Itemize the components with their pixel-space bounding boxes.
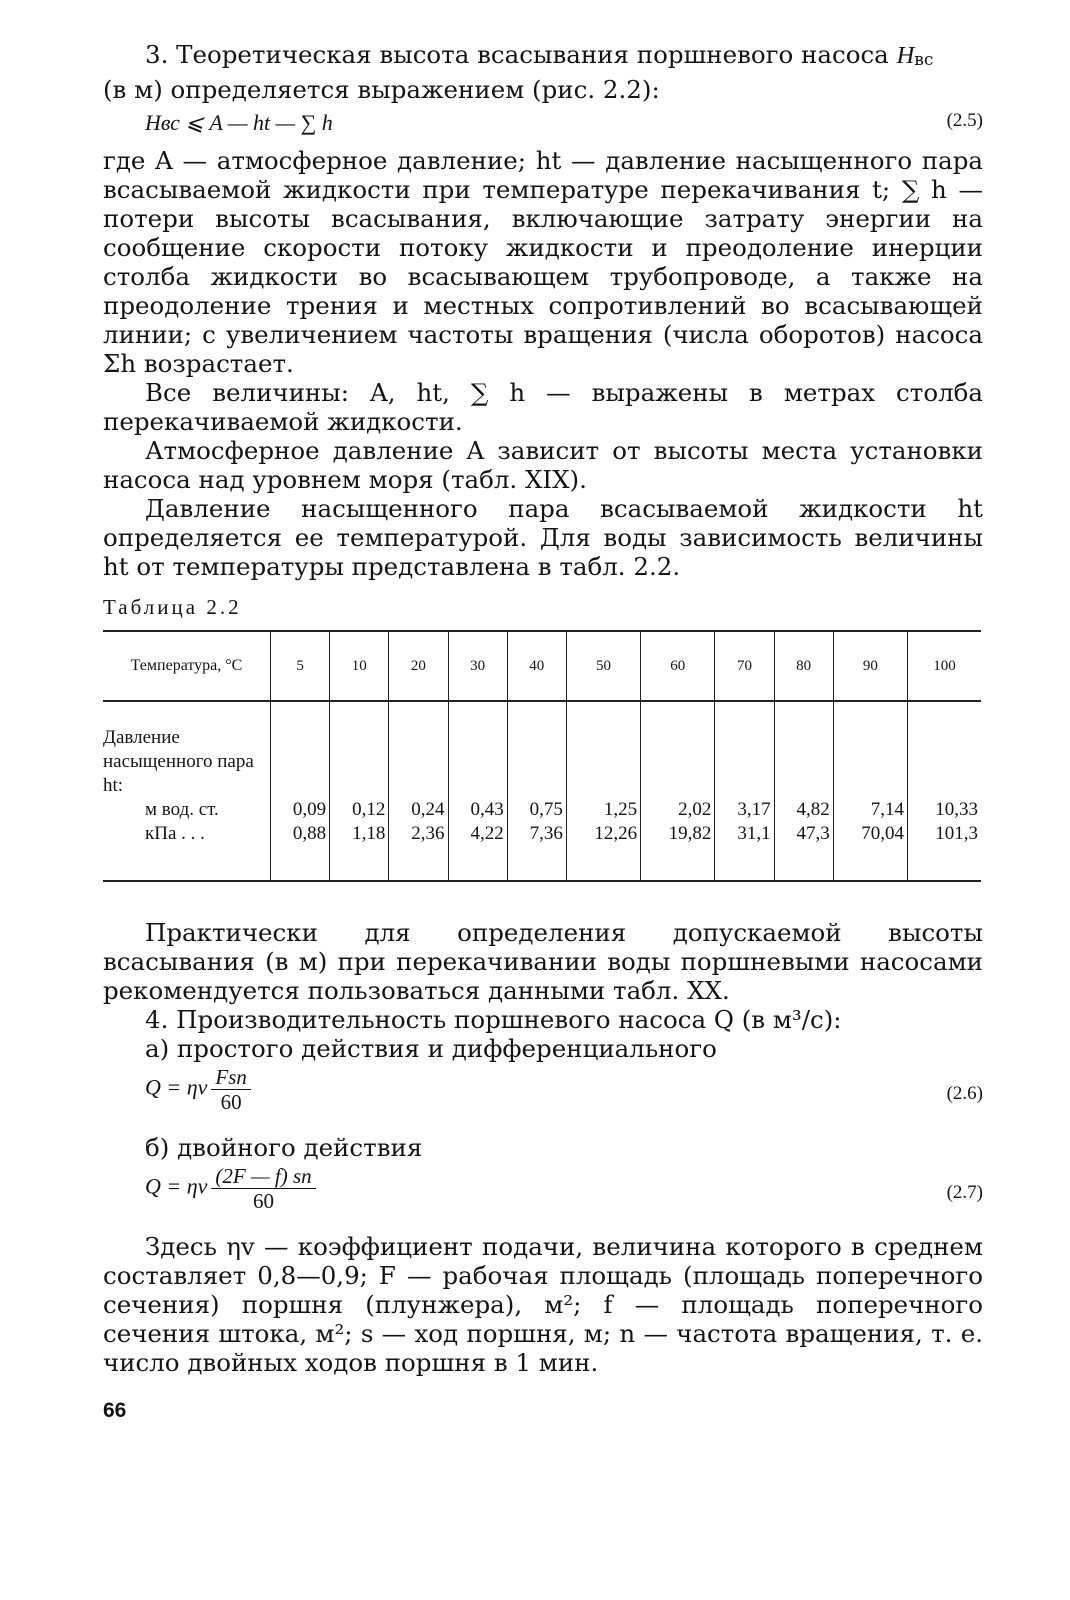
equation-2-5 — [103, 104, 983, 146]
header-temp: 80 — [774, 631, 833, 701]
vapor-pressure-table — [103, 630, 981, 882]
table-cell: 10,33 101,3 — [908, 701, 982, 881]
paragraph-practical: Практически для определения допускаемой высоты всасывания (в м) при перекачивании воды поршневыми насосами рекомендуется пользоваться данными табл. XX. — [103, 918, 983, 1005]
table-cell: 0,75 7,36 — [507, 701, 566, 881]
header-temp: 60 — [641, 631, 715, 701]
equation-2-7-number: (2.7) — [946, 1182, 983, 1203]
equation-2-7-fraction — [211, 1164, 315, 1213]
equation-2-7-denominator: 60 — [253, 1189, 275, 1213]
equation-2-6-number: (2.6) — [946, 1083, 983, 1104]
equation-2-6-lhs: Q = ηv — [145, 1074, 208, 1100]
paragraph-here: Здесь ηv — коэффициент подачи, величина которого в среднем составляет 0,8—0,9; F — рабочая площадь (площадь поперечного сечения) поршня (плунжера), м²; f — площадь поперечного сечения штока, м²; s — ход поршня, м; n — частота вращения, т. е. число двойных ходов поршня в 1 мин. — [103, 1232, 983, 1377]
paragraph-units: Все величины: A, ht, ∑ h — выражены в метрах столба перекачиваемой жидкости. — [103, 378, 983, 436]
page-number: 66 — [103, 1399, 127, 1422]
header-temp: 10 — [330, 631, 389, 701]
row-label-unit-kpa: кПа . . . — [145, 823, 205, 844]
item-b: б) двойного действия — [145, 1133, 423, 1162]
paragraph-where: где A — атмосферное давление; ht — давление насыщенного пара всасываемой жидкости при температуре перекачивания t; ∑ h — потери высоты всасывания, включающие затрату энергии на сообщение скорости потоку жидкости и преодоление инерции столба жидкости во всасывающем трубопроводе, а также на преодоление трения и местных сопротивлений во всасывающей линии; с увеличением частоты вращения (числа оборотов) насоса Σh возрастает. — [103, 146, 983, 378]
row-label — [103, 701, 271, 881]
equation-2-7 — [103, 1162, 983, 1232]
header-temp: 50 — [566, 631, 640, 701]
table-caption: Таблица 2.2 — [103, 595, 242, 619]
h-var: H — [896, 42, 915, 69]
header-temp: 5 — [271, 631, 330, 701]
section-3-text: 3. Теоретическая высота всасывания поршневого насоса — [145, 40, 889, 69]
table-cell: 2,02 19,82 — [641, 701, 715, 881]
table-cell: 3,17 31,1 — [715, 701, 774, 881]
equation-2-6 — [103, 1063, 983, 1133]
row-label-unit-m: м вод. ст. — [145, 799, 219, 820]
header-temperature-label: Температура, °C — [130, 657, 243, 674]
table-cell: 0,12 1,18 — [330, 701, 389, 881]
header-temp: 40 — [507, 631, 566, 701]
equation-2-5-formula: Hвс ⩽ A — ht — ∑ h — [145, 110, 333, 135]
header-temp: 70 — [715, 631, 774, 701]
paragraph-atmospheric: Атмосферное давление A зависит от высоты места установки насоса над уровнем моря (табл. XIX). — [103, 436, 983, 494]
table-cell: 1,25 12,26 — [566, 701, 640, 881]
section-3-line2: (в м) определяется выражением (рис. 2.2): — [103, 75, 660, 104]
table-cell: 4,82 47,3 — [774, 701, 833, 881]
section-3-heading — [103, 40, 983, 75]
equation-2-6-numerator: Fsn — [211, 1065, 251, 1090]
equation-2-5-number: (2.5) — [946, 110, 983, 131]
page-content — [103, 40, 983, 1423]
equation-2-6-denominator: 60 — [220, 1090, 242, 1114]
table-cell: 0,43 4,22 — [448, 701, 507, 881]
table-cell: 7,14 70,04 — [833, 701, 907, 881]
header-temp: 30 — [448, 631, 507, 701]
row-label-main: Давление насыщенного пара ht: — [103, 727, 254, 796]
paragraph-vapor: Давление насыщенного пара всасываемой жидкости ht определяется ее температурой. Для воды зависимость величины ht от температуры представлена в табл. 2.2. — [103, 494, 983, 581]
header-temp: 20 — [389, 631, 448, 701]
table-header-row — [103, 631, 981, 701]
table-row — [103, 701, 981, 881]
equation-2-7-numerator: (2F — f) sn — [211, 1164, 315, 1189]
header-temp: 100 — [908, 631, 982, 701]
header-temp: 90 — [833, 631, 907, 701]
table-cell: 0,24 2,36 — [389, 701, 448, 881]
h-var-sub: вс — [914, 50, 934, 70]
section-4-heading: 4. Производительность поршневого насоса Q (в м³/с): — [145, 1005, 842, 1034]
table-cell: 0,09 0,88 — [271, 701, 330, 881]
equation-2-6-fraction — [211, 1065, 251, 1114]
equation-2-7-lhs: Q = ηv — [145, 1173, 208, 1199]
item-a: а) простого действия и дифференциального — [145, 1034, 717, 1063]
